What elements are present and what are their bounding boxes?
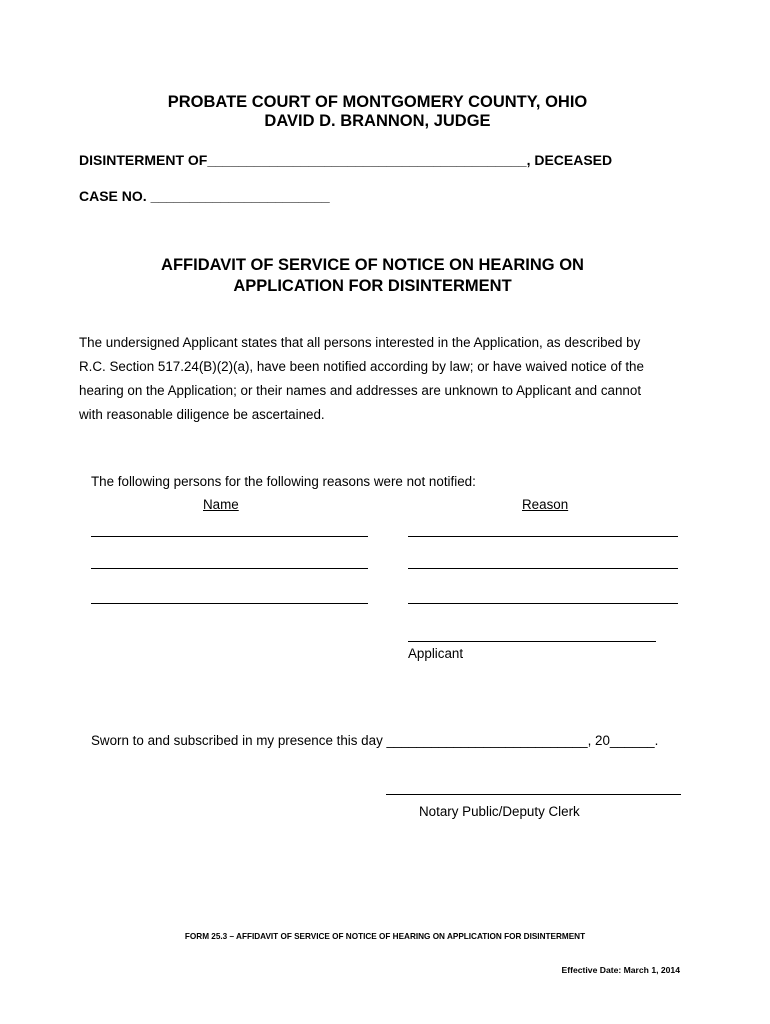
judge-title: DAVID D. BRANNON, JUDGE bbox=[264, 112, 491, 130]
name-blank-1[interactable] bbox=[91, 536, 368, 537]
statement-line: R.C. Section 517.24(B)(2)(a), have been notified according by law; or have waived notice of the bbox=[79, 359, 644, 374]
statement-line: The undersigned Applicant states that all persons interested in the Application, as described by bbox=[79, 335, 641, 350]
reason-blank-3[interactable] bbox=[408, 603, 678, 604]
name-blank-3[interactable] bbox=[91, 603, 368, 604]
affidavit-statement bbox=[79, 331, 699, 427]
reason-column-header: Reason bbox=[522, 497, 569, 512]
notary-label: Notary Public/Deputy Clerk bbox=[419, 804, 580, 819]
sworn-statement: Sworn to and subscribed in my presence this day ___________________________, 20______. bbox=[91, 733, 659, 748]
reason-blank-1[interactable] bbox=[408, 536, 678, 537]
case-number-caption: CASE NO. _______________________ bbox=[79, 188, 330, 204]
notary-signature-line[interactable] bbox=[386, 794, 681, 795]
court-title: PROBATE COURT OF MONTGOMERY COUNTY, OHIO bbox=[167, 93, 588, 111]
statement-line: with reasonable diligence be ascertained. bbox=[79, 407, 325, 422]
applicant-signature-line[interactable] bbox=[408, 641, 656, 642]
name-column-header: Name bbox=[203, 497, 239, 512]
not-notified-intro: The following persons for the following reasons were not notified: bbox=[91, 474, 476, 489]
statement-line: hearing on the Application; or their names and addresses are unknown to Applicant and cannot bbox=[79, 383, 642, 398]
applicant-label: Applicant bbox=[408, 646, 464, 661]
name-blank-2[interactable] bbox=[91, 568, 368, 569]
affidavit-title-line-2: APPLICATION FOR DISINTERMENT bbox=[233, 277, 512, 295]
disinterment-caption: DISINTERMENT OF_________________________________________, DECEASED bbox=[79, 152, 613, 168]
affidavit-title-line-1: AFFIDAVIT OF SERVICE OF NOTICE ON HEARING ON bbox=[161, 256, 584, 274]
form-footer: FORM 25.3 – AFFIDAVIT OF SERVICE OF NOTICE OF HEARING ON APPLICATION FOR DISINTERMENT bbox=[184, 932, 586, 941]
effective-date: Effective Date: March 1, 2014 bbox=[561, 965, 680, 975]
reason-blank-2[interactable] bbox=[408, 568, 678, 569]
